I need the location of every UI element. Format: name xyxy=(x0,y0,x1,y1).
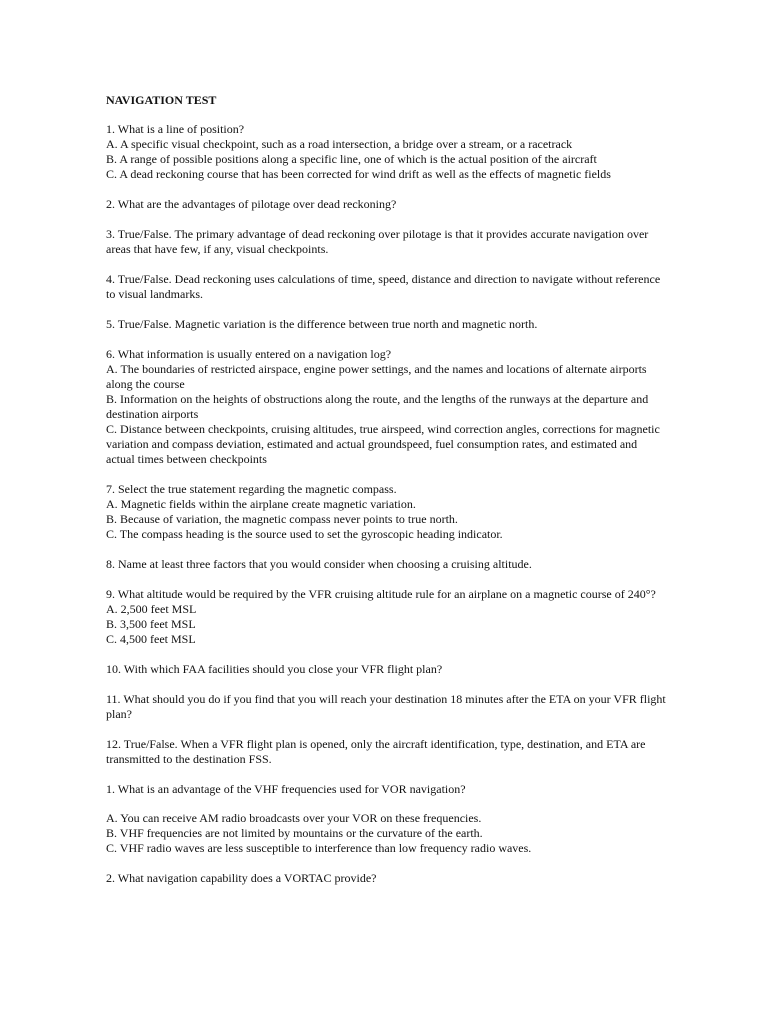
question-text: 10. With which FAA facilities should you close your VFR flight plan? xyxy=(106,662,443,676)
question-block xyxy=(106,811,666,856)
answer-option: C. VHF radio waves are less susceptible to interference than low frequency radio waves. xyxy=(106,841,532,855)
document-title: NAVIGATION TEST xyxy=(106,93,217,107)
question-text: 3. True/False. The primary advantage of dead reckoning over pilotage is that it provides accurate navigation over areas that have few, if any, visual checkpoints. xyxy=(106,227,649,256)
question-block xyxy=(106,317,666,332)
answer-option: A. Magnetic fields within the airplane create magnetic variation. xyxy=(106,497,416,511)
answer-option: A. A specific visual checkpoint, such as a road intersection, a bridge over a stream, or a racetrack xyxy=(106,137,573,151)
question-block xyxy=(106,587,666,647)
question-block xyxy=(106,227,666,257)
answer-option: A. The boundaries of restricted airspace, engine power settings, and the names and locations of alternate airports along the course xyxy=(106,362,647,391)
document-content xyxy=(106,93,666,901)
question-text: 5. True/False. Magnetic variation is the difference between true north and magnetic north. xyxy=(106,317,538,331)
question-text: 4. True/False. Dead reckoning uses calculations of time, speed, distance and direction to navigate without reference to visual landmarks. xyxy=(106,272,661,301)
answer-option: B. 3,500 feet MSL xyxy=(106,617,196,631)
question-block xyxy=(106,662,666,677)
answer-option: B. A range of possible positions along a specific line, one of which is the actual position of the aircraft xyxy=(106,152,597,166)
question-text: 1. What is a line of position? xyxy=(106,122,245,136)
question-block xyxy=(106,782,666,797)
answer-option: C. Distance between checkpoints, cruising altitudes, true airspeed, wind correction angles, corrections for magnetic variation and compass deviation, estimated and actual groundspeed, fuel consumption rates, and estimated and actual times between checkpoints xyxy=(106,422,660,466)
answer-option: A. You can receive AM radio broadcasts over your VOR on these frequencies. xyxy=(106,811,482,825)
question-block xyxy=(106,197,666,212)
question-block xyxy=(106,557,666,572)
question-block xyxy=(106,347,666,467)
question-text: 12. True/False. When a VFR flight plan is opened, only the aircraft identification, type, destination, and ETA are transmitted to the destination FSS. xyxy=(106,737,646,766)
answer-option: A. 2,500 feet MSL xyxy=(106,602,197,616)
answer-option: B. VHF frequencies are not limited by mountains or the curvature of the earth. xyxy=(106,826,483,840)
question-block xyxy=(106,871,666,886)
question-block xyxy=(106,272,666,302)
answer-option: B. Because of variation, the magnetic compass never points to true north. xyxy=(106,512,458,526)
question-text: 6. What information is usually entered on a navigation log? xyxy=(106,347,392,361)
question-block xyxy=(106,482,666,542)
question-text: 9. What altitude would be required by the VFR cruising altitude rule for an airplane on a magnetic course of 240°? xyxy=(106,587,656,601)
question-text: 8. Name at least three factors that you would consider when choosing a cruising altitude. xyxy=(106,557,532,571)
question-text: 11. What should you do if you find that you will reach your destination 18 minutes after the ETA on your VFR flight plan? xyxy=(106,692,666,721)
answer-option: C. The compass heading is the source used to set the gyroscopic heading indicator. xyxy=(106,527,503,541)
question-text: 1. What is an advantage of the VHF frequencies used for VOR navigation? xyxy=(106,782,466,796)
answer-option: B. Information on the heights of obstructions along the route, and the lengths of the runways at the departure and destination airports xyxy=(106,392,649,421)
answer-option: C. 4,500 feet MSL xyxy=(106,632,196,646)
question-block xyxy=(106,122,666,182)
question-list xyxy=(106,122,666,886)
question-text: 7. Select the true statement regarding the magnetic compass. xyxy=(106,482,397,496)
question-block xyxy=(106,692,666,722)
question-block xyxy=(106,737,666,767)
question-text: 2. What are the advantages of pilotage over dead reckoning? xyxy=(106,197,397,211)
answer-option: C. A dead reckoning course that has been corrected for wind drift as well as the effects of magnetic fields xyxy=(106,167,611,181)
question-text: 2. What navigation capability does a VORTAC provide? xyxy=(106,871,377,885)
